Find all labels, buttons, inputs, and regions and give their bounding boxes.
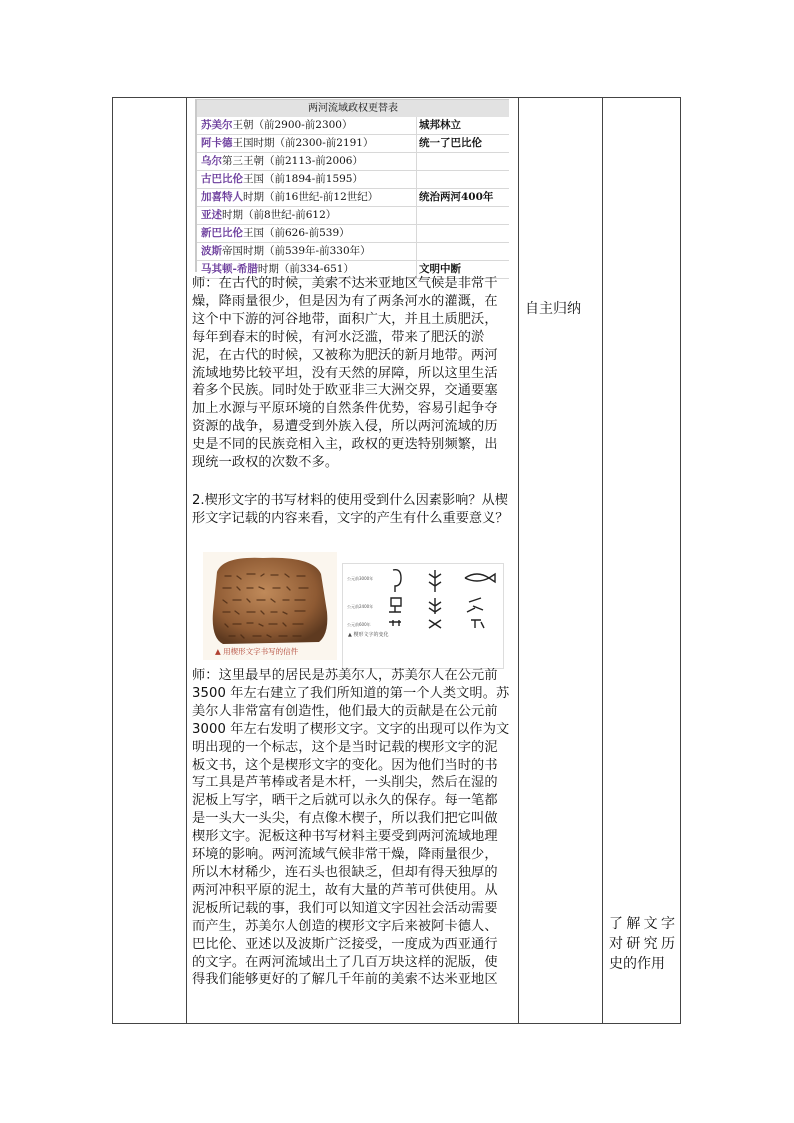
dynasty-name-highlight: 苏美尔	[201, 119, 233, 131]
svg-text:公元前3000年: 公元前3000年	[347, 576, 374, 581]
svg-text:公元前600年: 公元前600年	[347, 622, 371, 627]
question-2: 2.楔形文字的书写材料的使用受到什么因素影响？从楔形文字记载的内容来看，文字的产生有什么重要意义？	[192, 493, 509, 526]
table-border-right	[680, 97, 681, 1023]
dynasty-name	[201, 189, 378, 206]
dynasty-name-highlight: 加喜特人	[201, 191, 243, 203]
dynasty-row	[197, 171, 509, 189]
dynasty-name-highlight: 阿卡德	[201, 137, 233, 149]
signs-caption-text: 楔形文字的变化	[353, 632, 389, 638]
dynasty-name-highlight: 波斯	[201, 245, 222, 257]
dynasty-period: 王朝（前2900-前2300）	[232, 119, 353, 131]
dynasty-name	[201, 135, 374, 152]
teacher-paragraph-2: 师：这里最早的居民是苏美尔人，苏美尔人在公元前 3500 年左右建立了我们所知道的第一个人类文明。苏美尔人非常富有创造性，他们最大的贡献是在公元前 3000 年左右发明了楔形文字。文字的出现可以作为文明出现的一个标志，这个是当时记载的楔形文字的泥板文书，这个是楔形文字的变化。因为他们当时的书写工具是芦苇棒或者是木杆，一头削尖，然后在湿的泥板上写字，晒干之后就可以永久的保存。每一笔都是一头大一头尖，有点像木楔子，所以我们把它叫做楔形文字。泥板这种书写材料主要受到两河流域地理环境的影响。两河流域气候非常干燥，降雨量很少，所以木材稀少，连石头也很缺乏，但却有得天独厚的两河冲积平原的泥土，故有大量的芦苇可供使用。从泥板所记载的事，我们可以知道文字因社会活动需要而产生，苏美尔人创造的楔形文字后来被阿卡德人、巴比伦、亚述以及波斯广泛接受，一度成为西亚通行的文字。在两河流域出土了几百万块这样的泥版，使得我们能够更好的了解几千年前的美索不达米亚地区	[192, 668, 510, 988]
cuneiform-signs-drawing	[343, 564, 503, 632]
dynasty-table-image	[195, 99, 509, 275]
dynasty-row	[197, 117, 509, 135]
dynasty-table-title: 两河流域政权更替表	[197, 100, 509, 117]
dynasty-name	[201, 207, 336, 224]
table-border-left	[112, 97, 113, 1023]
dynasty-column-divider	[416, 171, 417, 188]
dynasty-name	[201, 171, 363, 188]
dynasty-column-divider	[416, 243, 417, 260]
cuneiform-evolution-image	[342, 563, 504, 669]
dynasty-period: 王国（前626-前539）	[243, 227, 350, 239]
dynasty-row	[197, 153, 509, 171]
dynasty-name	[201, 153, 363, 170]
dynasty-note: 统一了巴比伦	[419, 137, 482, 149]
table-border-top	[112, 97, 681, 98]
dynasty-note: 城邦林立	[419, 119, 461, 131]
dynasty-column-divider	[416, 189, 417, 206]
dynasty-period: 帝国时期（前539年-前330年）	[222, 245, 371, 257]
dynasty-column-divider	[416, 207, 417, 224]
dynasty-column-divider	[416, 153, 417, 170]
dynasty-name	[201, 243, 371, 260]
dynasty-column-divider	[416, 135, 417, 152]
dynasty-name-highlight: 亚述	[201, 209, 222, 221]
dynasty-name-highlight: 古巴比伦	[201, 173, 243, 185]
dynasty-period: 时期（前8世纪-前612）	[222, 209, 337, 221]
dynasty-row	[197, 135, 509, 153]
table-divider-3	[602, 97, 603, 1023]
dynasty-period: 王国时期（前2300-前2191）	[232, 137, 374, 149]
signs-caption: ▲ 楔形文字的变化	[348, 632, 389, 638]
dynasty-period: 时期（前16世纪-前12世纪）	[243, 191, 379, 203]
dynasty-name-highlight: 新巴比伦	[201, 227, 243, 239]
clay-tablet-image	[203, 552, 337, 660]
dynasty-row	[197, 189, 509, 207]
dynasty-rows	[197, 117, 509, 279]
teacher-paragraph-1: 师：在古代的时候，美索不达米亚地区气候是非常干燥，降雨量很少，但是因为有了两条河水的灌溉，在这个中下游的河谷地带，面积广大，并且土质肥沃，每年到春末的时候，有河水泛滥，带来了肥沃的淤泥，在古代的时候，又被称为肥沃的新月地带。两河流域地势比较平坦，没有天然的屏障，所以这里生活着多个民族。同时处于欧亚非三大洲交界，交通要塞加上水源与平原环境的自然条件优势，容易引起争夺资源的战争，易遭受到外族入侵，所以两河流域的历史是不同的民族竞相入主，政权的更迭特别频繁，出现统一政权的次数不多。	[192, 276, 498, 471]
table-divider-1	[186, 97, 187, 1023]
tablet-caption: ▲ 用楔形文字书写的信件	[215, 647, 299, 656]
table-border-bottom	[112, 1023, 681, 1024]
dynasty-name-highlight: 马其顿-希腊	[201, 263, 258, 275]
dynasty-row	[197, 207, 509, 225]
dynasty-column-divider	[416, 225, 417, 242]
dynasty-note: 统治两河400年	[419, 191, 494, 203]
dynasty-name-highlight: 乌尔	[201, 155, 222, 167]
dynasty-name	[201, 117, 353, 134]
dynasty-period: 时期（前334-651）	[257, 263, 354, 275]
dynasty-row	[197, 243, 509, 261]
dynasty-row	[197, 225, 509, 243]
svg-text:公元前2400年: 公元前2400年	[347, 604, 374, 609]
tablet-caption-text: 用楔形文字书写的信件	[223, 647, 299, 656]
table-divider-2	[518, 97, 519, 1023]
dynasty-period: 第三王朝（前2113-前2006）	[222, 155, 363, 167]
dynasty-period: 王国（前1894-前1595）	[243, 173, 363, 185]
student-activity: 自主归纳	[525, 301, 581, 317]
dynasty-column-divider	[416, 117, 417, 134]
design-intent: 了解文字对研究历史的作用	[609, 916, 675, 972]
clay-tablet-drawing	[203, 552, 337, 660]
dynasty-name	[201, 225, 350, 242]
dynasty-note: 文明中断	[419, 263, 461, 275]
